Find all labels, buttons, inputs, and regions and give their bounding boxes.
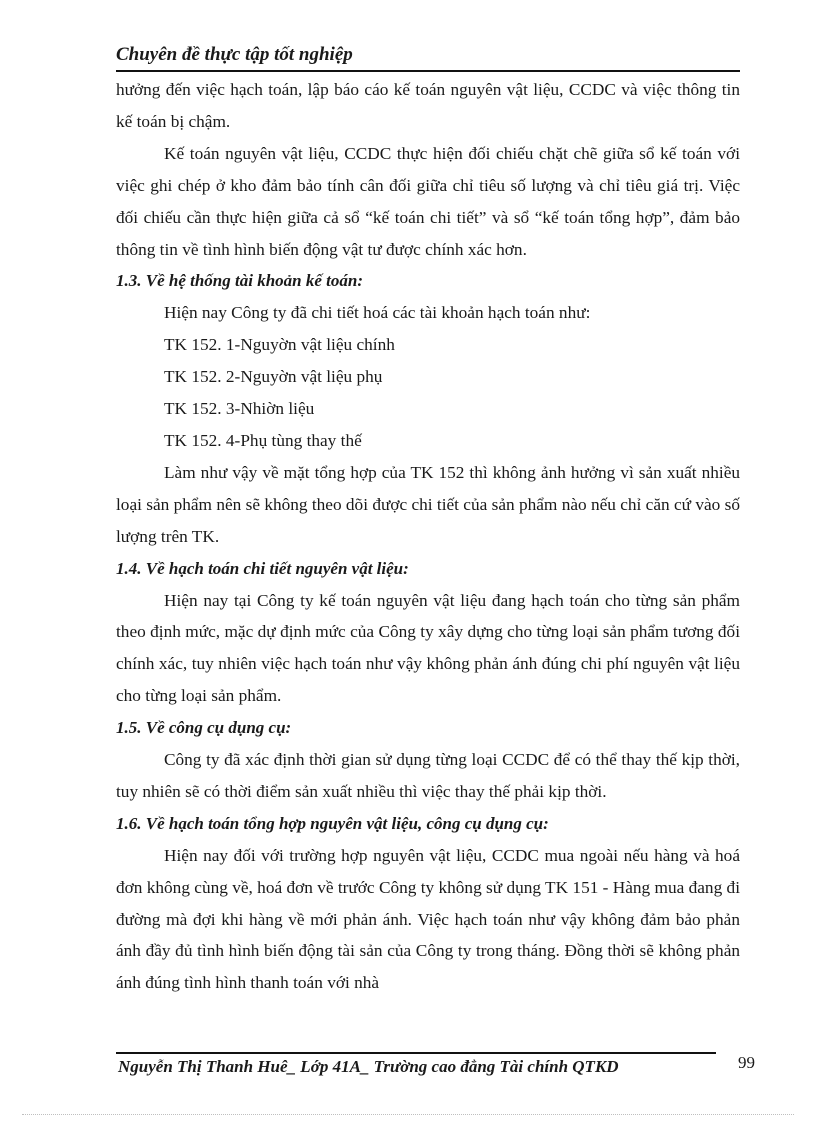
paragraph-general-accounting: Hiện nay đối với trường hợp nguyên vật liệu, CCDC mua ngoài nếu hàng và hoá đơn không cùng về, hoá đơn về trước Công ty không sử dụng TK 151 - Hàng mua đang đi đường mà đợi khi hàng về mới phản ánh. Việc hạch toán như vậy không đảm bảo phản ánh đầy đủ tình hình biến động tài sản của Công ty trong tháng. Đồng thời sẽ không phản ánh đúng tình hình thanh toán với nhà bbox=[116, 845, 740, 993]
account-item: TK 152. 2-Nguyờn vật liệu phụ bbox=[164, 367, 383, 387]
page-number: 99 bbox=[738, 1053, 755, 1072]
paragraph-detail-accounting: Hiện nay tại Công ty kế toán nguyên vật liệu đang hạch toán cho từng sản phẩm theo định mức, mặc dự định mức của Công ty xây dựng cho từng loại sản phẩm tương đối chính xác, tuy nhiên việc hạch toán như vậy không phản ánh đúng chi phí nguyên vật liệu cho từng loại sản phẩm. bbox=[116, 590, 740, 706]
footer-divider bbox=[116, 1052, 716, 1054]
header-divider bbox=[116, 70, 740, 72]
page-bottom-dotted-border bbox=[22, 1114, 794, 1115]
paragraph-tools: Công ty đã xác định thời gian sử dụng từng loại CCDC để có thể thay thế kịp thời, tuy nhiên sẽ có thời điểm sản xuất nhiều thì việc thay thế phải kịp thời. bbox=[116, 750, 740, 801]
paragraph-reconciliation: Kế toán nguyên vật liệu, CCDC thực hiện đối chiếu chặt chẽ giữa sổ kế toán với việc ghi chép ở kho đảm bảo tính cân đối giữa chỉ tiêu số lượng và chỉ tiêu giá trị. Việc đối chiếu cần thực hiện giữa cả sổ “kế toán chi tiết” và sổ “kế toán tổng hợp”, đảm bảo thông tin về tình hình biến động vật tư được chính xác hơn. bbox=[116, 143, 740, 259]
document-body bbox=[116, 74, 740, 999]
account-item: TK 152. 3-Nhiờn liệu bbox=[164, 399, 315, 419]
section-heading-1-3: 1.3. Về hệ thống tài khoản kế toán: bbox=[116, 271, 364, 291]
account-item: TK 152. 4-Phụ tùng thay thế bbox=[164, 430, 362, 450]
section-heading-1-5: 1.5. Về công cụ dụng cụ: bbox=[116, 718, 292, 738]
paragraph-continued: hưởng đến việc hạch toán, lập báo cáo kế toán nguyên vật liệu, CCDC và việc thông tin kế toán bị chậm. bbox=[116, 80, 740, 131]
page-header-title: Chuyên đề thực tập tốt nghiệp bbox=[116, 44, 353, 65]
paragraph-accounts-intro: Hiện nay Công ty đã chi tiết hoá các tài khoản hạch toán như: bbox=[164, 303, 591, 323]
account-item: TK 152. 1-Nguyờn vật liệu chính bbox=[164, 335, 395, 355]
section-heading-1-6: 1.6. Về hạch toán tổng hợp nguyên vật liệu, công cụ dụng cụ: bbox=[116, 813, 549, 833]
paragraph-tk152: Làm như vậy về mặt tổng hợp của TK 152 thì không ảnh hưởng vì sản xuất nhiều loại sản phẩm nên sẽ không theo dõi được chi tiết của sản phẩm nào nếu chỉ căn cứ vào số lượng trên TK. bbox=[116, 462, 740, 546]
section-heading-1-4: 1.4. Về hạch toán chi tiết nguyên vật liệu: bbox=[116, 558, 409, 578]
footer-author: Nguyễn Thị Thanh Huê_ Lớp 41A_ Trường cao đẳng Tài chính QTKD bbox=[118, 1057, 619, 1076]
